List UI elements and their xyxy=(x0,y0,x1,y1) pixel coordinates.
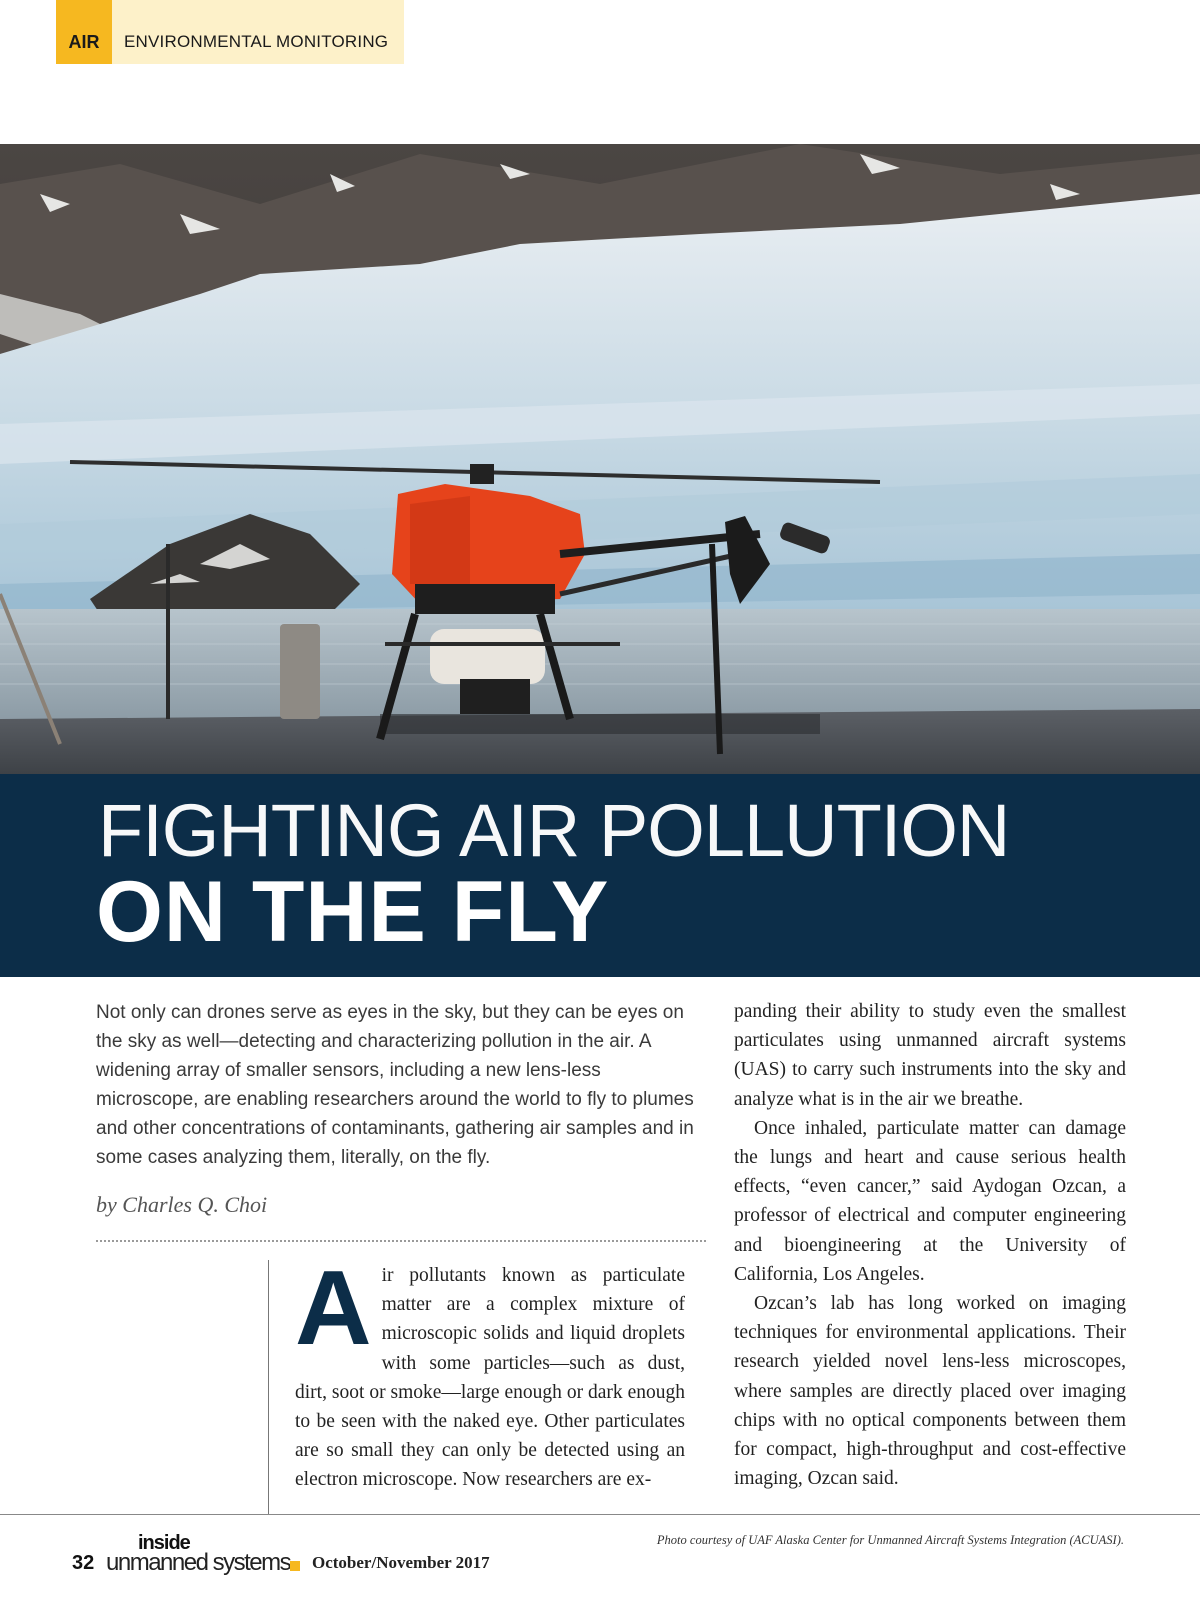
body-paragraph-2: panding their ability to study even the smallest particulates using unmanned aircraft systems (UAS) to carry such instruments into the sky and analyze what is in the air we breathe. xyxy=(734,1001,1126,1110)
issue-date: October/November 2017 xyxy=(312,1553,490,1572)
section-tab xyxy=(56,0,404,64)
page-number: 32 xyxy=(72,1552,95,1574)
drop-cap: A xyxy=(295,1249,372,1367)
section-label: AIR xyxy=(56,0,112,64)
byline: by Charles Q. Choi xyxy=(96,1192,268,1217)
section-topic: ENVIRONMENTAL MONITORING xyxy=(112,0,404,64)
body-paragraph-4: Ozcan’s lab has long worked on imaging techniques for environmental applications. Their research yielded novel lens-less microscopes, where samples are directly placed over imaging chips with no optical components between them for compact, high-throughput and cost-effective imaging, Ozcan said. xyxy=(734,1293,1126,1490)
logo-subtitle-text: unmanned systems xyxy=(106,1549,291,1576)
footer-rule xyxy=(0,1514,1200,1515)
headline-line-1: FIGHTING AIR POLLUTION xyxy=(98,789,1010,872)
footer-square-bullet xyxy=(290,1561,300,1571)
hero-illustration xyxy=(0,144,1200,774)
headline-line-2: ON THE FLY xyxy=(96,864,610,960)
intro-deck: Not only can drones serve as eyes in the sky, but they can be eyes on the sky as well—detecting and characterizing pollution in the air. A widening array of smaller sensors, including a new lens-less microscope, are enabling researchers around the world to fly to plumes and other concentrations of contaminants, gathering air samples and in some cases analyzing them, literally, on the fly. xyxy=(96,1002,694,1168)
magazine-logo xyxy=(106,1532,291,1580)
body-column-1 xyxy=(295,1249,685,1495)
column-divider xyxy=(268,1260,269,1515)
title-band xyxy=(0,774,1200,977)
hero-photo xyxy=(0,144,1200,774)
dotted-divider xyxy=(96,1240,706,1242)
photo-credit: Photo courtesy of UAF Alaska Center for Unmanned Aircraft Systems Integration (ACUASI). xyxy=(656,1533,1124,1547)
body-column-2 xyxy=(734,997,1126,1493)
body-paragraph-1: ir pollutants known as particulate matter are a complex mixture of microscopic solids and liquid droplets with some particles—such as dust, dirt, soot or smoke—large enough or dark enough to be seen with the naked eye. Other particulates are so small they can only be detected using an electron microscope. Now researchers are ex- xyxy=(295,1265,685,1491)
logo-inside-text: inside xyxy=(138,1532,190,1554)
body-paragraph-3: Once inhaled, particulate matter can damage the lungs and heart and cause serious health effects, “even cancer,” said Aydogan Ozcan, a professor of electrical and computer engineering and bioengineering at the University of California, Los Angeles. xyxy=(734,1117,1126,1285)
